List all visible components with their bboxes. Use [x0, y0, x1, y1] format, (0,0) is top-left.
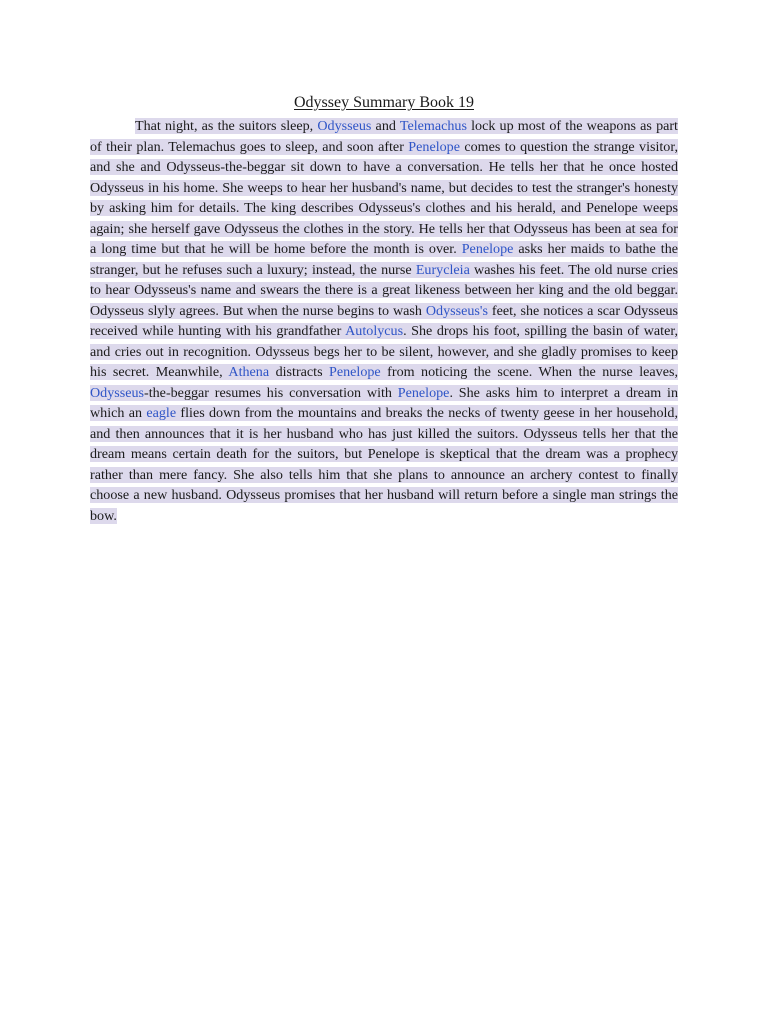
paragraph-text: and [371, 118, 400, 134]
document-title [90, 92, 678, 114]
summary-paragraph [90, 116, 678, 526]
paragraph-text: That night, as the suitors sleep, [135, 118, 318, 134]
character-link[interactable]: Eurycleia [415, 261, 470, 278]
character-link[interactable]: Penelope [397, 384, 450, 401]
character-link[interactable]: eagle [146, 405, 177, 421]
highlighted-text [90, 118, 678, 524]
character-link[interactable]: Telemachus [399, 118, 467, 134]
paragraph-text: flies down from the mountains and breaks the necks of twenty geese in her household, and then announces that it is her husband who has just killed the suitors. Odysseus tells her that the dream means certain death for the suitors, but Penelope is skeptical that the dream was a prophecy rather than mere fancy. She also tells him that she plans to announce an archery contest to finally choose a new husband. Odysseus promises that her husband will return before a single man strings the bow. [90, 405, 678, 524]
paragraph-text: -the-beggar resumes his conversation with [144, 384, 398, 401]
character-link[interactable]: Odysseus [90, 384, 145, 401]
paragraph-text: distracts [269, 364, 330, 380]
document-page [90, 92, 678, 526]
character-link[interactable]: Autolycus [345, 323, 404, 339]
paragraph-text: comes to question the strange visitor, and she and Odysseus-the-beggar sit down to have a conversation. He tells her that he once hosted Odysseus in his home. She weeps to hear her husband's name, but decides to test the stranger's honesty by asking him for details. The king describes Odysseus's clothes and his herald, and Penelope weeps again; she herself gave Odysseus the clothes in the story. He tells her that Odysseus has been at sea for a long time but that he will be home before the month is over. [90, 138, 678, 257]
character-link[interactable]: Athena [228, 364, 270, 380]
character-link[interactable]: Odysseus [317, 118, 372, 134]
document-title-text: Odyssey Summary Book 19 [294, 94, 474, 111]
paragraph-text: washes his feet. The old nurse cries to hear Odysseus's name and swears the there is a great likeness between her king and the old beggar. Odysseus slyly agrees. But when the nurse begins to wash [90, 261, 678, 319]
paragraph-text: feet, she notices a scar Odysseus received while hunting with his grandfather [90, 302, 678, 339]
paragraph-text: . She asks him to interpret a dream in which an [90, 384, 678, 421]
paragraph-text: from noticing the scene. When the nurse leaves, [380, 364, 678, 380]
character-link[interactable]: Penelope [329, 364, 381, 380]
character-link[interactable]: Penelope [461, 241, 514, 257]
character-link[interactable]: Penelope [408, 138, 460, 155]
paragraph-text: asks her maids to bathe the stranger, but he refuses such a luxury; instead, the nurse [90, 241, 679, 278]
character-link[interactable]: Odysseus's [425, 302, 488, 319]
paragraph-text: lock up most of the weapons as part of their plan. Telemachus goes to sleep, and soon after [90, 118, 678, 155]
paragraph-text: . She drops his foot, spilling the basin of water, and cries out in recognition. Odysseus begs her to be silent, however, and she gladly promises to keep his secret. Meanwhile, [90, 323, 678, 380]
